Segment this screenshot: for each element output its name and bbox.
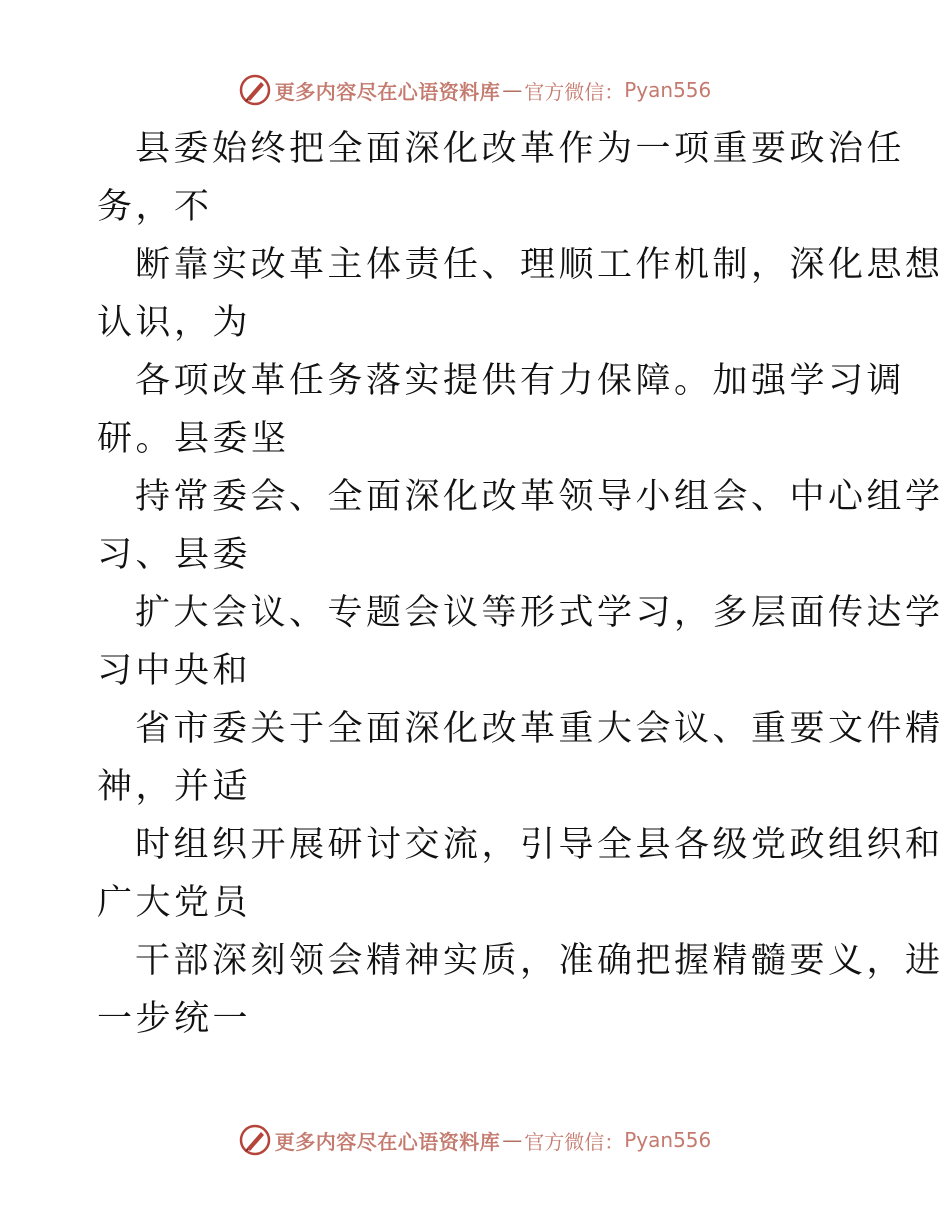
footer-banner [0,1120,950,1160]
body-text [97,120,944,1048]
footer-wechat-label: 官方微信： [524,1129,625,1154]
text-line: 省市委关于全面深化改革重大会议、重要文件精 [135,709,944,749]
text-line: 各项改革任务落实提供有力保障。加强学习调 [135,361,906,401]
header-site-text: 更多内容尽在心语资料库 [274,79,501,104]
text-line: 务，不 [97,187,213,227]
footer-site-text: 更多内容尽在心语资料库 [274,1129,501,1154]
text-line: 广大党员 [97,883,252,923]
pen-logo-icon [239,74,271,106]
header-wechat-id: Pyan556 [624,78,712,102]
text-line: 神，并适 [97,767,252,807]
header-banner [0,70,950,110]
text-line: 一步统一 [97,999,252,1039]
footer-dash: — [502,1128,523,1152]
text-line: 干部深刻领会精神实质，准确把握精髓要义，进 [135,941,944,981]
text-line: 研。县委坚 [97,419,290,459]
footer-wechat-id: Pyan556 [624,1128,712,1152]
text-line: 习、县委 [97,535,252,575]
text-line: 县委始终把全面深化改革作为一项重要政治任 [135,129,906,169]
text-line: 断靠实改革主体责任、理顺工作机制，深化思想 [135,245,944,285]
header-wechat-label: 官方微信： [524,79,625,104]
text-line: 持常委会、全面深化改革领导小组会、中心组学 [135,477,944,517]
header-dash: — [502,78,523,102]
pen-logo-icon [239,1124,271,1156]
text-line: 习中央和 [97,651,252,691]
text-line: 时组织开展研讨交流，引导全县各级党政组织和 [135,825,944,865]
text-line: 扩大会议、专题会议等形式学习，多层面传达学 [135,593,944,633]
text-line: 认识，为 [97,303,252,343]
